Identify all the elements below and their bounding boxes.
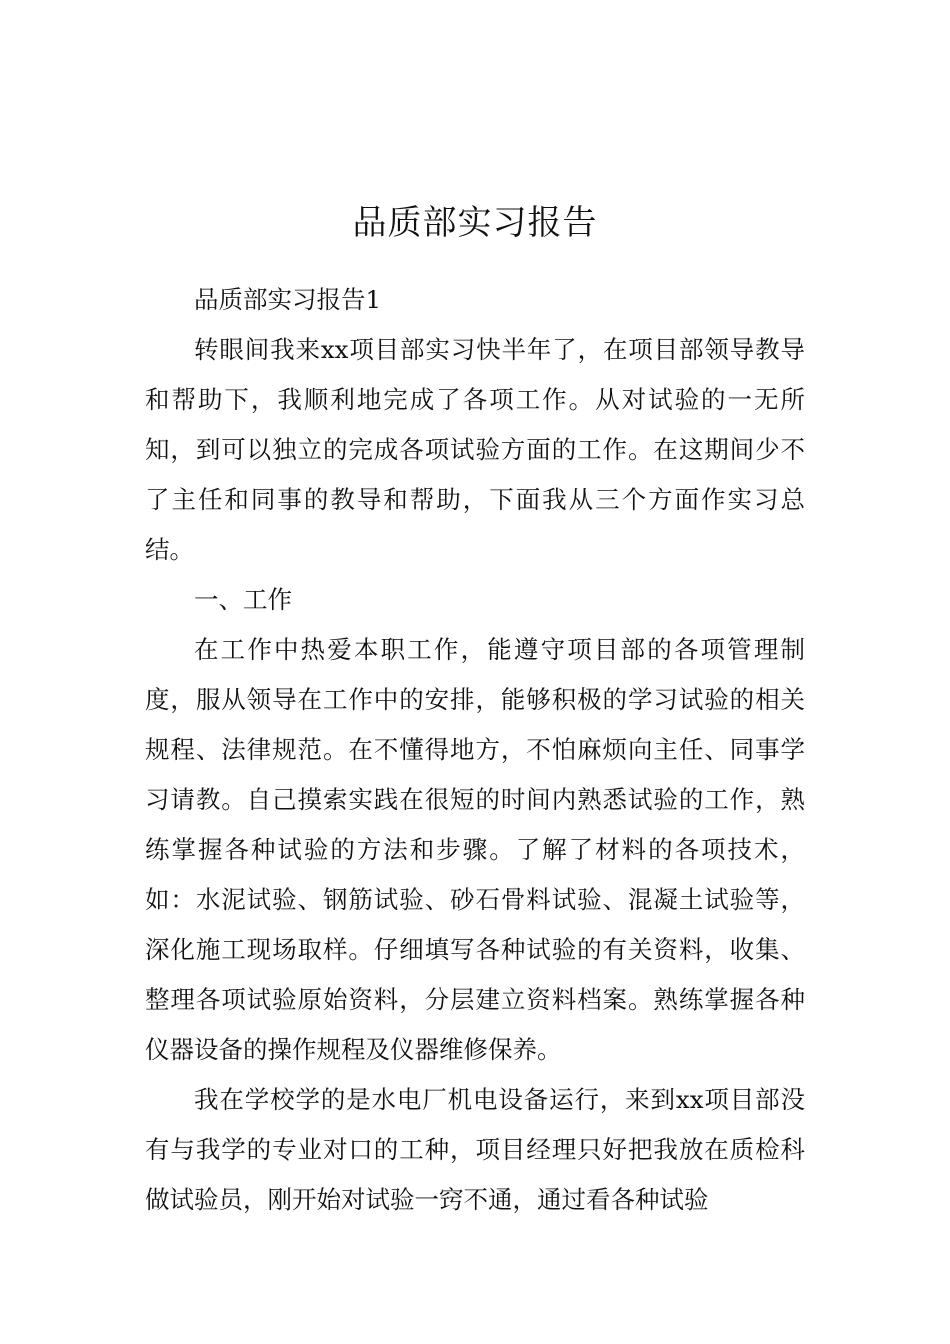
document-title: 品质部实习报告 <box>352 202 598 243</box>
paragraph-subtitle: 品质部实习报告1 <box>194 285 382 314</box>
paragraph-background: 我在学校学的是水电厂机电设备运行，来到xx项目部没有与我学的专业对口的工种，项目经理只好把我放在质检科做试验员，刚开始对试验一窍不通，通过看各种试验 <box>145 1085 805 1214</box>
section-heading-work: 一、工作 <box>194 585 292 614</box>
paragraph-work: 在工作中热爱本职工作，能遵守项目部的各项管理制度，服从领导在工作中的安排，能够积极的学习试验的相关规程、法律规范。在不懂得地方，不怕麻烦向主任、同事学习请教。自己摸索实践在很短的时间内熟悉试验的工作，熟练掌握各种试验的方法和步骤。了解了材料的各项技术，如：水泥试验、钢筋试验、砂石骨料试验、混凝土试验等，深化施工现场取样。仔细填写各种试验的有关资料，收集、整理各项试验原始资料，分层建立资料档案。熟练掌握各种仪器设备的操作规程及仪器维修保养。 <box>145 635 805 1064</box>
paragraph-intro: 转眼间我来xx项目部实习快半年了，在项目部领导教导和帮助下，我顺利地完成了各项工作。从对试验的一无所知，到可以独立的完成各项试验方面的工作。在这期间少不了主任和同事的教导和帮助，下面我从三个方面作实习总结。 <box>145 335 805 564</box>
document-body <box>145 275 805 1225</box>
